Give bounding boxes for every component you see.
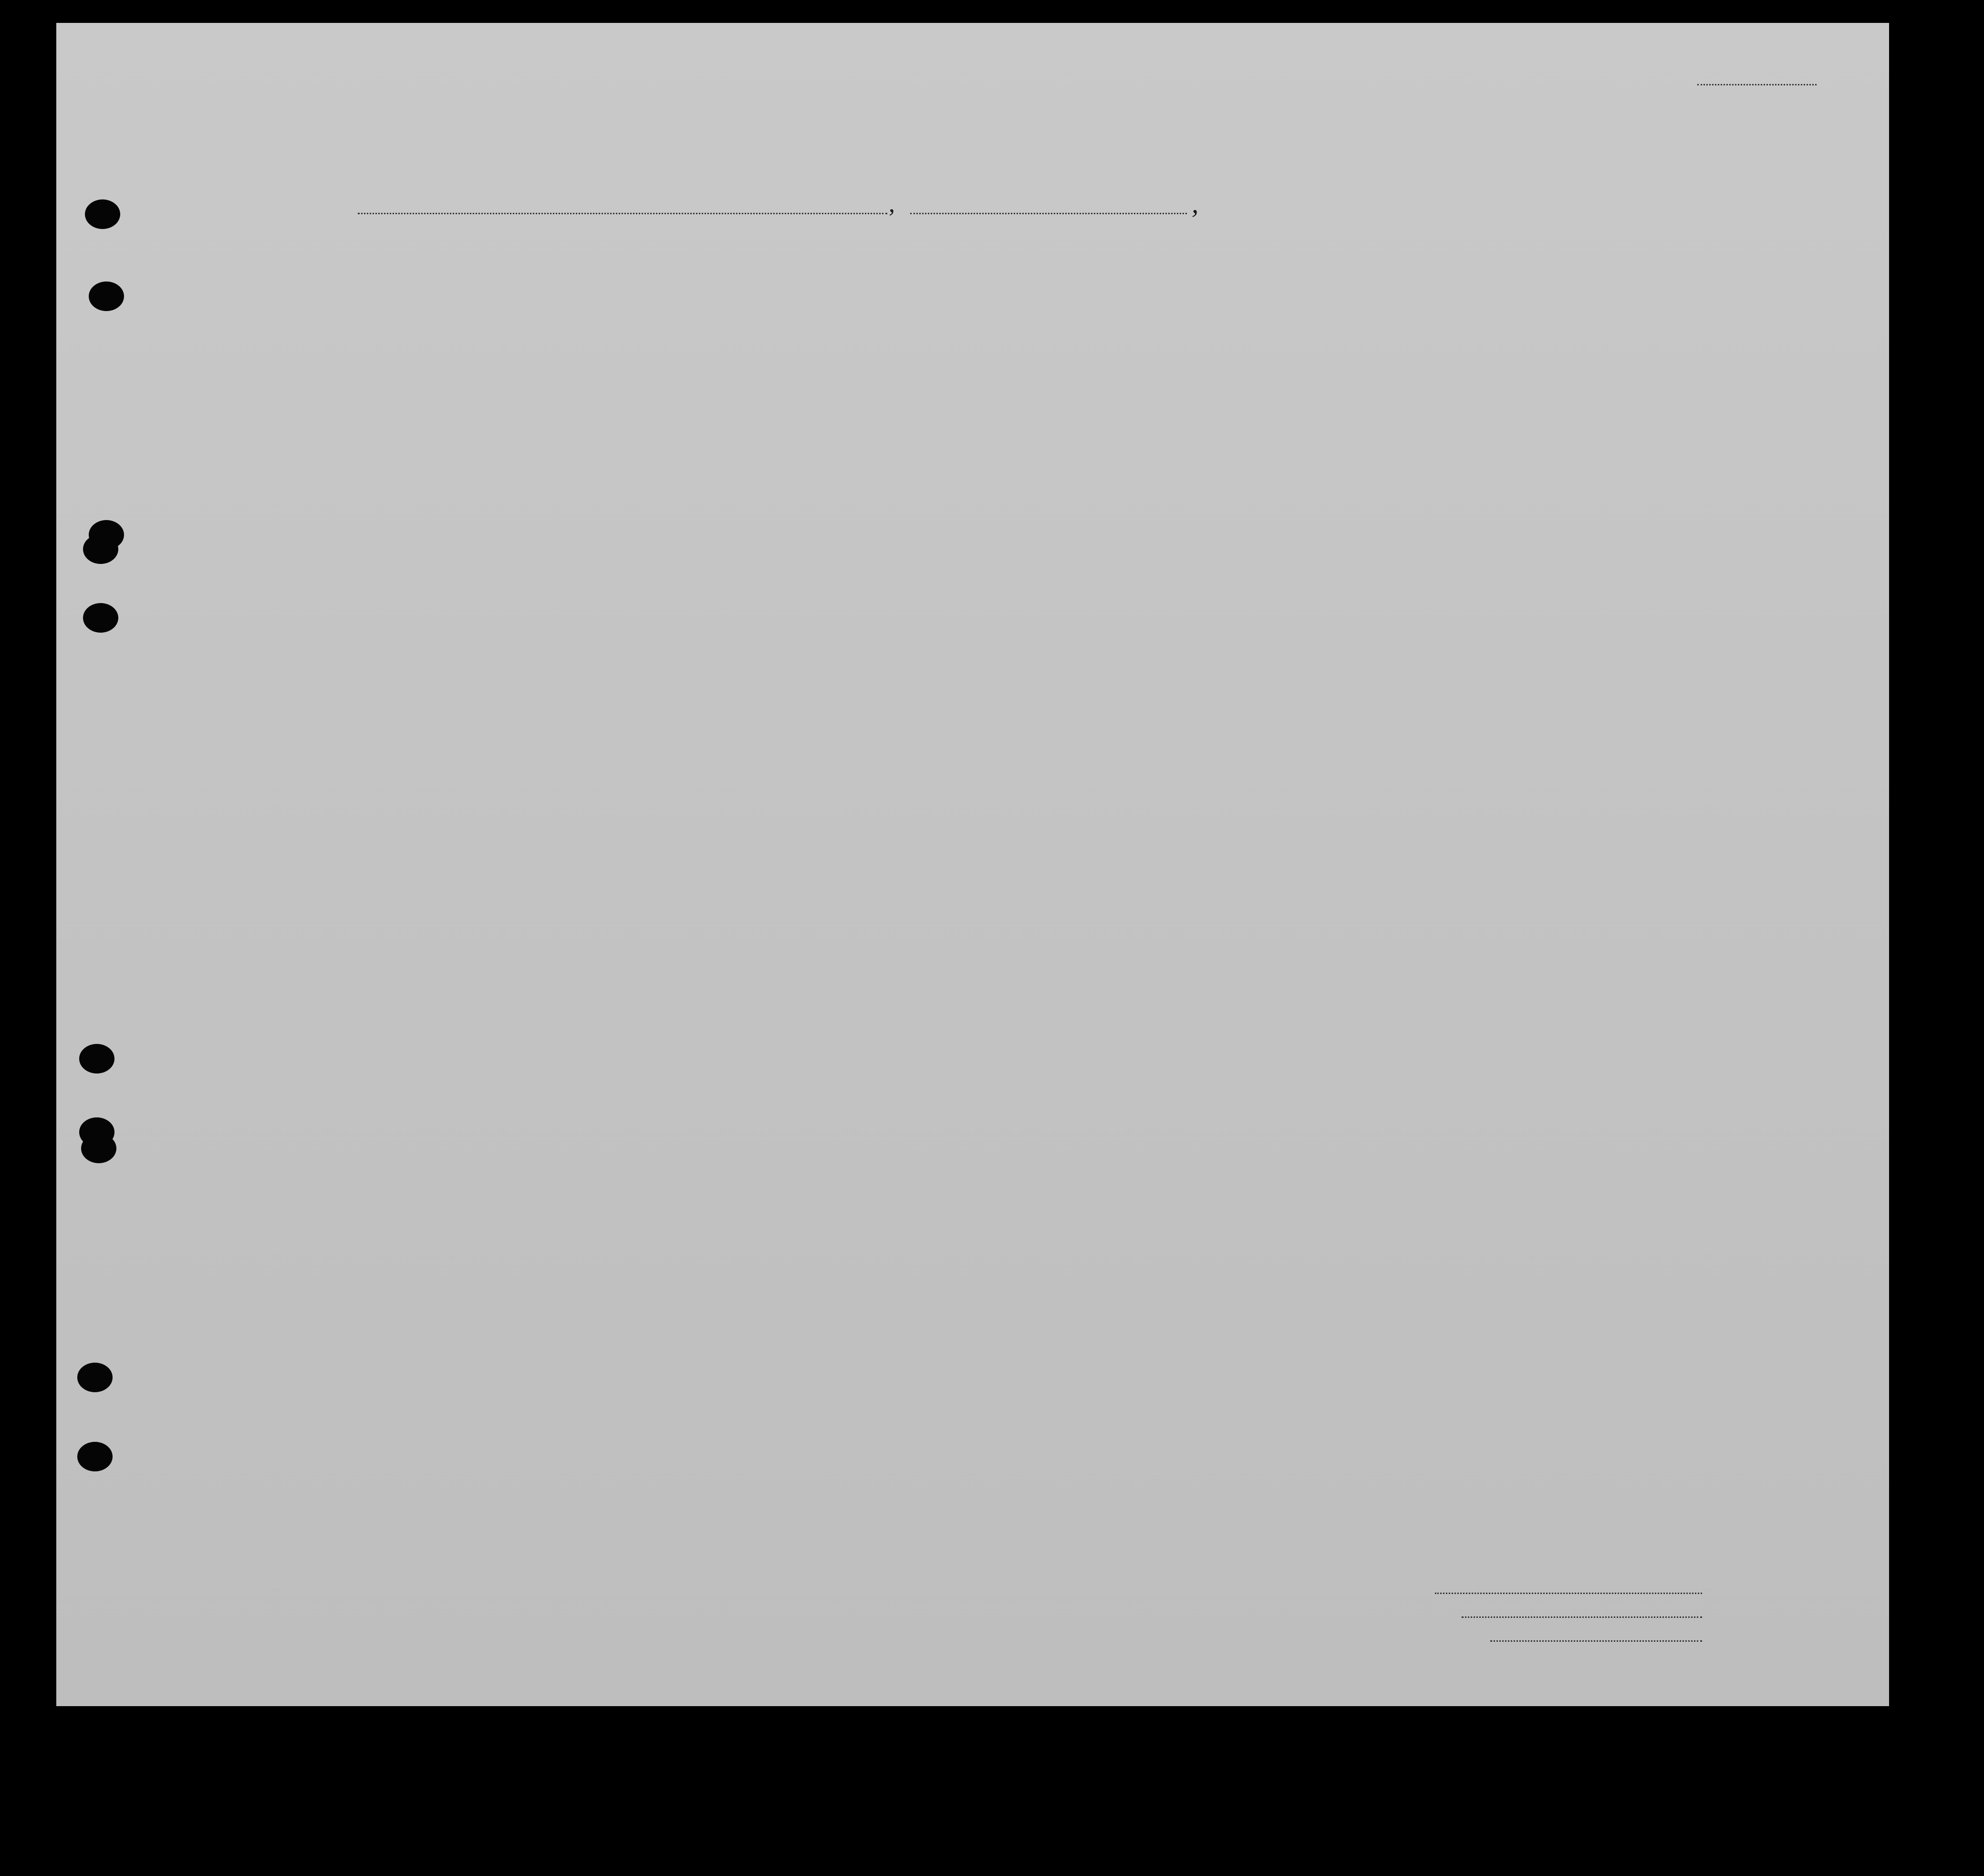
header-col28 (1321, 281, 1365, 419)
header-col24-a (1131, 314, 1160, 418)
line-fill-line (1435, 1593, 1702, 1594)
manifest-grid (56, 23, 1889, 1706)
header-col24-b (1170, 314, 1194, 418)
owners-fill-line (1462, 1616, 1702, 1618)
header-col21 (702, 281, 726, 424)
punch-hole (77, 1442, 113, 1471)
header-col30 (1407, 281, 1423, 419)
punch-hole (79, 1044, 114, 1073)
header-col24-c (1203, 314, 1227, 418)
header-col25 (1236, 281, 1263, 419)
punch-hole (83, 603, 118, 633)
header-col31 (1429, 281, 1445, 419)
manifest-sheet (56, 23, 1889, 1706)
punch-hole (77, 1363, 113, 1392)
comma-separator: , (889, 190, 895, 218)
punch-hole (83, 534, 118, 564)
punch-hole (89, 281, 124, 311)
year-prefix: , (1192, 188, 1205, 219)
punch-hole (81, 1134, 116, 1163)
agents-fill-line (1490, 1640, 1702, 1642)
header-col29 (1373, 281, 1402, 419)
punch-hole (85, 199, 120, 229)
